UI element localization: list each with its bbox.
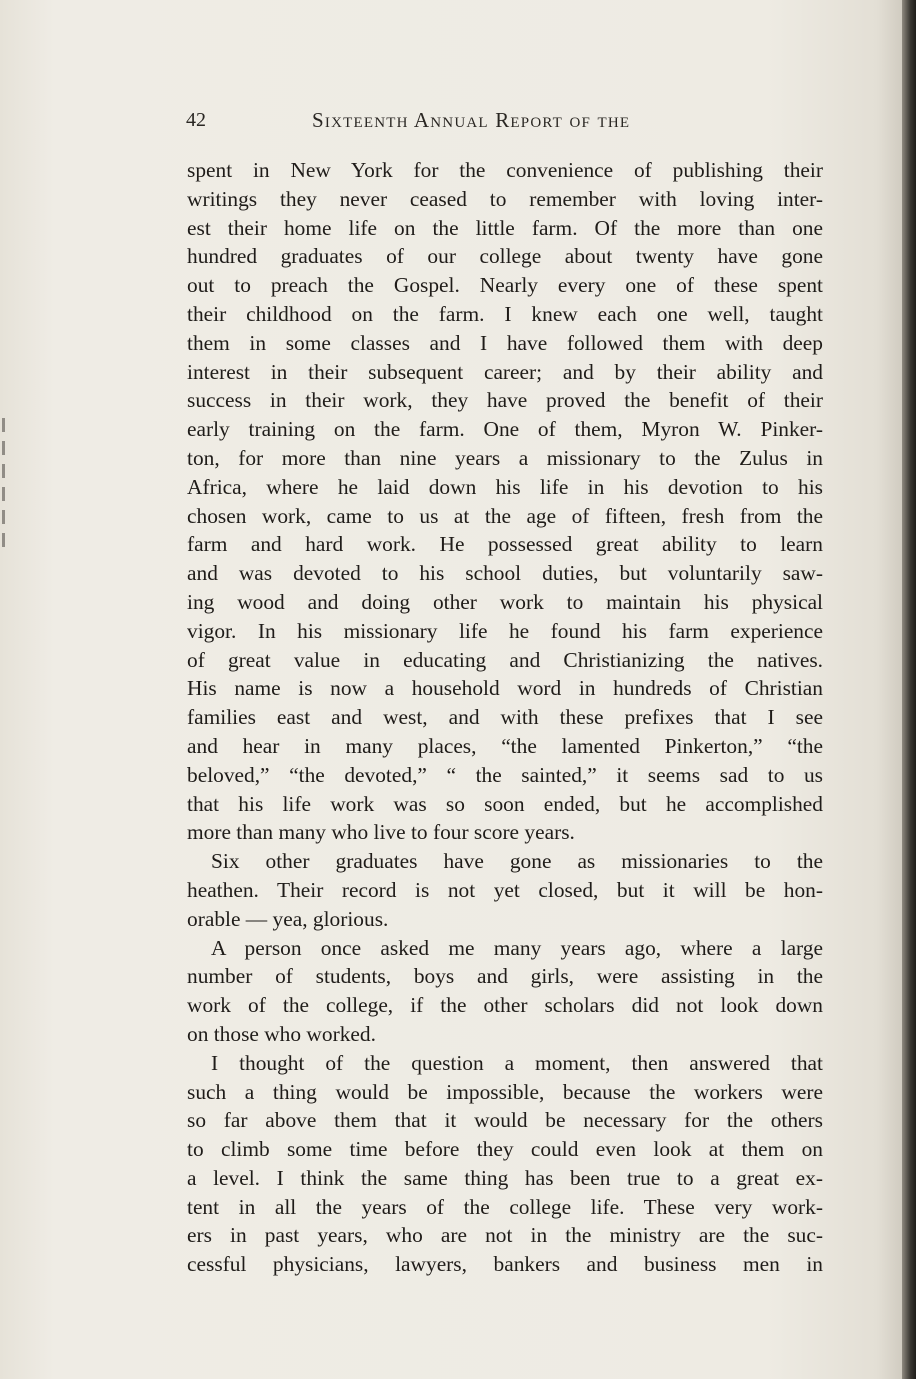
text-line: cessful physicians, lawyers, bankers and business men in <box>187 1252 823 1277</box>
paragraph <box>187 156 823 847</box>
text-line: them in some classes and I have followed them with deep <box>187 330 823 355</box>
text-line: heathen. Their record is not yet closed, but it will be hon- <box>187 877 823 902</box>
text-line: spent in New York for the convenience of publishing their <box>187 158 823 182</box>
running-head: Sixteenth Annual Report of the <box>312 108 631 132</box>
text-line: Africa, where he laid down his life in his devotion to his <box>187 474 823 499</box>
text-line: a level. I think the same thing has been true to a great ex- <box>187 1165 823 1190</box>
text-line: Six other graduates have gone as missionaries to the <box>211 849 823 874</box>
text-line: and hear in many places, “the lamented Pinkerton,” “the <box>187 733 823 758</box>
margin-bleed-marks <box>2 418 10 568</box>
text-line: such a thing would be impossible, because the workers were <box>187 1079 823 1104</box>
text-line: writings they never ceased to remember with loving inter- <box>187 186 823 211</box>
text-line: to climb some time before they could even look at them on <box>187 1137 823 1162</box>
text-line: ers in past years, who are not in the ministry are the suc- <box>187 1223 823 1248</box>
text-line: that his life work was so soon ended, but he accomplished <box>187 791 823 816</box>
page-header <box>186 106 820 134</box>
text-line: tent in all the years of the college life. These very work- <box>187 1194 823 1219</box>
text-line: more than many who live to four score years. <box>187 820 575 845</box>
text-line: families east and west, and with these prefixes that I see <box>187 705 823 730</box>
text-line: beloved,” “the devoted,” “ the sainted,” it seems sad to us <box>187 762 823 787</box>
text-line: and was devoted to his school duties, but voluntarily saw- <box>187 561 823 586</box>
text-line: work of the college, if the other scholars did not look down <box>187 993 823 1018</box>
text-line: on those who worked. <box>187 1021 376 1046</box>
text-line: success in their work, they have proved the benefit of their <box>187 388 823 413</box>
text-line: I thought of the question a moment, then answered that <box>211 1050 823 1075</box>
text-line: farm and hard work. He possessed great ability to learn <box>187 532 823 557</box>
body-text <box>187 156 823 1279</box>
text-line: of great value in educating and Christianizing the natives. <box>187 647 823 672</box>
page-edge-shadow <box>902 0 916 1379</box>
text-line: ing wood and doing other work to maintain his physical <box>187 589 823 614</box>
text-line: their childhood on the farm. I knew each one well, taught <box>187 301 823 326</box>
text-line: orable — yea, glorious. <box>187 906 389 931</box>
text-line: His name is now a household word in hundreds of Christian <box>187 676 823 701</box>
text-line: hundred graduates of our college about twenty have gone <box>187 244 823 269</box>
text-line: vigor. In his missionary life he found his farm experience <box>187 618 823 643</box>
text-line: so far above them that it would be necessary for the others <box>187 1108 823 1133</box>
text-line: ton, for more than nine years a missionary to the Zulus in <box>187 445 823 470</box>
text-line: est their home life on the little farm. Of the more than one <box>187 215 823 240</box>
paragraph <box>187 934 823 1049</box>
text-line: early training on the farm. One of them, Myron W. Pinker- <box>187 417 823 442</box>
text-line: interest in their subsequent career; and by their ability and <box>187 359 823 384</box>
text-line: out to preach the Gospel. Nearly every one of these spent <box>187 273 823 298</box>
text-line: number of students, boys and girls, were assisting in the <box>187 964 823 989</box>
text-line: A person once asked me many years ago, where a large <box>211 935 823 960</box>
text-line: chosen work, came to us at the age of fifteen, fresh from the <box>187 503 823 528</box>
paragraph <box>187 1049 823 1279</box>
paragraph <box>187 847 823 933</box>
page-number: 42 <box>186 109 206 131</box>
